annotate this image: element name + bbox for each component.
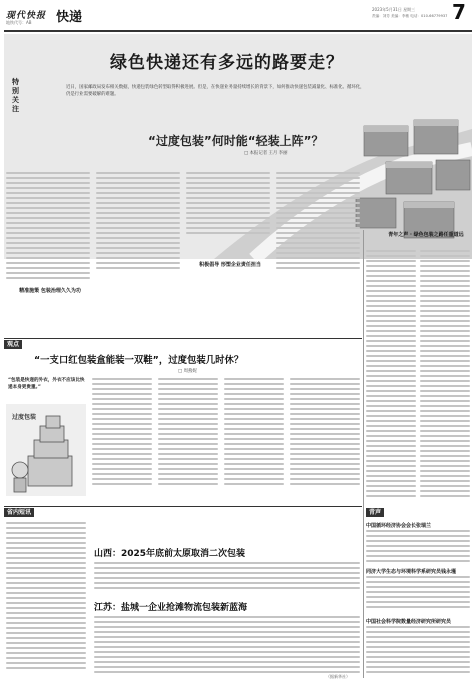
lead-col-2 — [96, 172, 180, 272]
section-title: 快递 — [56, 10, 83, 25]
sidebar-note-2-body — [366, 576, 470, 611]
sidebar-note-1: 中国循环经济协会会长张瑞兰 — [366, 523, 432, 529]
vertical-divider — [363, 230, 364, 678]
regional-story-1-body — [94, 562, 360, 592]
lead-col-3 — [186, 172, 270, 237]
masthead — [0, 0, 476, 32]
regional-col-1 — [6, 522, 86, 672]
paper-name: 现代快报 — [6, 11, 47, 21]
sub-head-2: 积极倡导 形塑企业责任担当 — [199, 262, 261, 268]
opinion-col-2 — [158, 378, 218, 488]
sub-head-1: 精准施策 包装治理久久为功 — [19, 288, 81, 294]
sidebar-col-1 — [366, 250, 416, 500]
opinion-tag: 观点 — [4, 340, 22, 349]
regional-story-1-title: 山西：2025年底前太原取消二次包装 — [94, 549, 246, 559]
opinion-quote: “包装是快递的外衣，外衣不应该比快递本身更贵重。” — [8, 378, 85, 390]
regional-bottom-note: （据新华社） — [326, 674, 350, 679]
lead-col-1 — [6, 172, 90, 282]
lead-col-4 — [276, 172, 360, 272]
editor-line: 责编：刘芳 美编：李敏 电话：010-66779937 — [372, 14, 448, 18]
lead-intro: 近日，国家邮政局发布相关数据，快递包装绿色转型取得积极进展。但是，在快递业务量持续增长的背景下，如何推动快递包装减量化、标准化、循环化，仍是行业需要破解的难题。 — [66, 85, 365, 97]
regional-tag: 省内短讯 — [4, 508, 34, 517]
opinion-byline: □ 周燕妮 — [178, 369, 197, 374]
regional-rule — [4, 506, 362, 507]
paper-sub: 地铁代号：AB — [6, 20, 32, 25]
sidebar-note-2: 同济大学生态与环境科学系研究员钱永瑾 — [366, 569, 457, 575]
lead-column-tag: 特别关注 — [12, 78, 19, 113]
feature-byline: □ 本报记者 王月 李丽 — [244, 151, 288, 156]
opinion-col-3 — [224, 378, 284, 488]
sidebar-tag: 青声 — [366, 508, 384, 517]
regional-story-2-body — [94, 616, 360, 676]
opinion-rule — [4, 338, 362, 339]
sidebar-col-2 — [420, 250, 470, 500]
date-line: 2023年5月31日 星期三 — [372, 7, 416, 12]
opinion-col-4 — [290, 378, 360, 488]
feature-title: “过度包装”何时能“轻装上阵”？ — [148, 134, 324, 148]
opinion-title: “一支口红包装盒能装一双鞋”，过度包装几时休？ — [34, 355, 244, 366]
page-number: 7 — [452, 0, 466, 24]
sidebar-note-1-body — [366, 530, 470, 565]
lead-title: 绿色快递还有多远的路要走？ — [110, 53, 344, 73]
sidebar-note-3-body — [366, 626, 470, 676]
sidebar-note-3: 中国社会科学院数量经济研究所研究员 — [366, 619, 452, 625]
regional-story-2-title: 江苏：盐城一企业抢滩物流包装新蓝海 — [94, 603, 248, 613]
opinion-col-1 — [92, 378, 152, 488]
masthead-rule — [4, 30, 472, 32]
sidebar-title: 青年之声 · 绿色包装之路任重道远 — [388, 232, 464, 238]
illustration-label: 过度包装 — [12, 414, 37, 421]
